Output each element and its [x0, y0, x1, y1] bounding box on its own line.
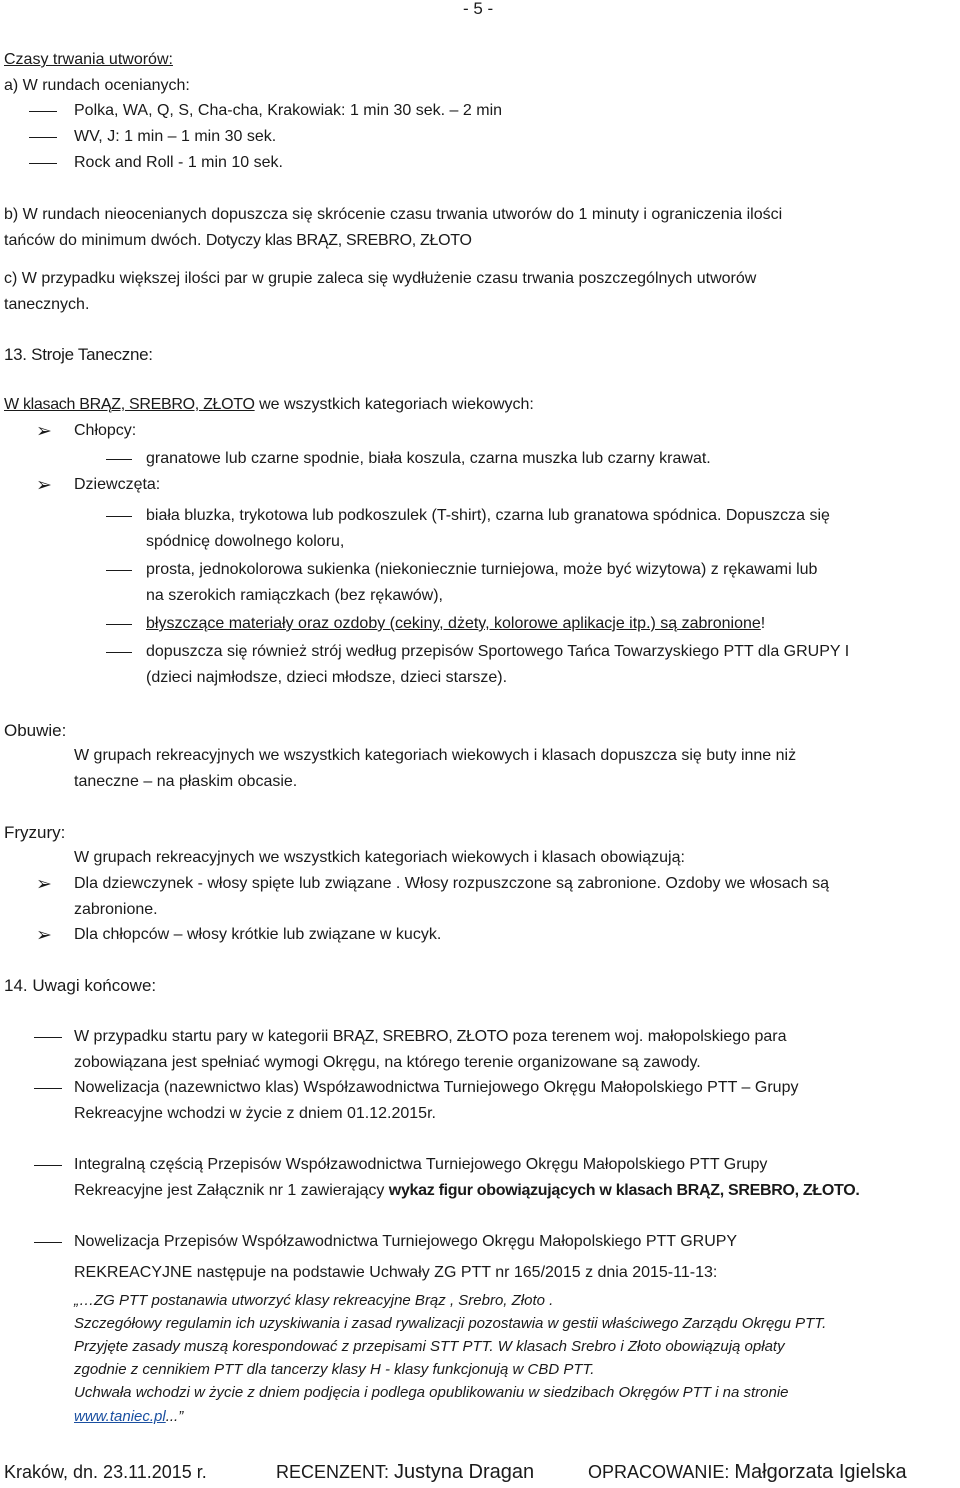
hair-intro: W grupach rekreacyjnych we wszystkich kategoriach wiekowych i klasach obowiązują: — [74, 849, 685, 866]
durations-c-line2: tanecznych. — [4, 296, 90, 313]
page-number: - 5 - — [463, 0, 494, 18]
boys-label: Chłopcy: — [74, 422, 137, 439]
quote-line: Uchwała wchodzi w życie z dniem podjęcia i podlega opublikowaniu w siedzibach Okręgów PTT i na stronie — [74, 1384, 789, 1401]
boys-item: granatowe lub czarne spodnie, biała koszula, czarna muszka lub czarny krawat. — [146, 450, 711, 467]
s14-item3-line2 — [74, 1178, 860, 1203]
s14-item2-line2: Rekreacyjne wchodzi w życie z dniem 01.12.2015r. — [74, 1105, 436, 1122]
footer-place-date: Kraków, dn. 23.11.2015 r. — [4, 1462, 207, 1482]
list-item: Rock and Roll - 1 min 10 sek. — [74, 154, 283, 171]
s14-item4-line2: REKREACYJNE następuje na podstawie Uchwały ZG PTT nr 165/2015 z dnia 2015-11-13: — [74, 1264, 718, 1281]
s14-item1-line2: zobowiązana jest spełniać wymogi Okręgu, na którego terenie organizowane są zawody. — [74, 1054, 701, 1071]
hair-title: Fryzury: — [4, 823, 66, 842]
hair-girls-line1: Dla dziewczynek - włosy spięte lub związane . Włosy rozpuszczone są zabronione. Ozdoby we włosach są — [74, 875, 830, 892]
girls-item-3-mark: ! — [760, 615, 766, 632]
hair-boys: Dla chłopców – włosy krótkie lub związane w kucyk. — [74, 926, 442, 943]
section-13-classes: W klasach BRĄZ, SREBRO, ZŁOTO — [4, 396, 255, 413]
footer-reviewer — [276, 1460, 534, 1485]
hair-girls-line2: zabronione. — [74, 901, 158, 918]
arrow-bullet-icon: ➢ — [36, 474, 52, 496]
s14-item2-line1: Nowelizacja (nazewnictwo klas) Współzawodnictwa Turniejowego Okręgu Małopolskiego PTT – Grupy — [74, 1079, 799, 1096]
dash-bullet — [29, 163, 57, 164]
s14-item1-c: poza terenem woj. małopolskiego para — [508, 1028, 787, 1045]
reviewer-label: RECENZENT: — [276, 1462, 395, 1482]
footer-author — [588, 1460, 907, 1485]
durations-b-text: tańców do minimum dwóch. — [4, 232, 202, 249]
dash-bullet — [34, 1088, 62, 1089]
dash-bullet — [106, 516, 132, 517]
arrow-bullet-icon: ➢ — [36, 873, 52, 895]
taniec-link[interactable]: www.taniec.pl — [74, 1408, 166, 1425]
s14-item3-a: Rekreacyjne jest Załącznik nr 1 zawierający — [74, 1182, 389, 1199]
dash-bullet — [106, 459, 132, 460]
list-item: Polka, WA, Q, S, Cha-cha, Krakowiak: 1 min 30 sek. – 2 min — [74, 102, 503, 119]
dash-bullet — [106, 652, 132, 653]
shoes-line2: taneczne – na płaskim obcasie. — [74, 773, 298, 790]
dash-bullet — [34, 1165, 62, 1166]
dash-bullet — [34, 1037, 62, 1038]
section-13-title: 13. Stroje Taneczne: — [4, 345, 153, 364]
quote-line: Szczegółowy regulamin ich uzyskiwania i zasad rywalizacji pozostawia w gestii właściwego Zarządu Okręgu PTT. — [74, 1315, 827, 1332]
girls-item-3 — [146, 611, 765, 636]
quote-line: Przyjęte zasady muszą korespondować z przepisami STT PTT. W klasach Srebro i Złoto obowiązują opłaty — [74, 1338, 785, 1355]
author-label: OPRACOWANIE: — [588, 1462, 735, 1482]
s14-item3-line1: Integralną częścią Przepisów Współzawodnictwa Turniejowego Okręgu Małopolskiego PTT Grupy — [74, 1156, 768, 1173]
section-14-title: 14. Uwagi końcowe: — [4, 976, 157, 995]
quote-end: ...” — [165, 1408, 184, 1425]
list-item: WV, J: 1 min – 1 min 30 sek. — [74, 128, 277, 145]
durations-a: a) W rundach ocenianych: — [4, 77, 190, 94]
durations-b-note: Dotyczy klas BRĄZ, SREBRO, ZŁOTO — [205, 232, 472, 249]
s14-item1-classes: BRĄZ, SREBRO, ZŁOTO — [332, 1028, 509, 1045]
section-13-intro — [4, 392, 534, 417]
girls-item-4-line2: (dzieci najmłodsze, dzieci młodsze, dzieci starsze). — [146, 669, 508, 686]
dash-bullet — [106, 570, 132, 571]
s14-item4-line1: Nowelizacja Przepisów Współzawodnictwa Turniejowego Okręgu Małopolskiego PTT GRUPY — [74, 1233, 738, 1250]
shoes-line1: W grupach rekreacyjnych we wszystkich kategoriach wiekowych i klasach dopuszcza się buty inne niż — [74, 747, 797, 764]
shoes-title: Obuwie: — [4, 721, 67, 740]
arrow-bullet-icon: ➢ — [36, 420, 52, 442]
girls-item-2-line1: prosta, jednokolorowa sukienka (niekoniecznie turniejowa, może być wizytowa) z rękawami lub — [146, 561, 818, 578]
quote-last-line — [74, 1405, 183, 1428]
girls-label: Dziewczęta: — [74, 476, 161, 493]
girls-item-4-line1: dopuszcza się również strój według przepisów Sportowego Tańca Towarzyskiego PTT dla GRUPY I — [146, 643, 850, 660]
durations-b-line2 — [4, 228, 472, 253]
reviewer-name: Justyna Dragan — [394, 1461, 535, 1483]
durations-b-line1: b) W rundach nieocenianych dopuszcza się skrócenie czasu trwania utworów do 1 minuty i ograniczenia ilości — [4, 206, 783, 223]
dash-bullet — [106, 624, 132, 625]
author-name: Małgorzata Igielska — [734, 1461, 907, 1483]
section-13-intro-rest: we wszystkich kategoriach wiekowych: — [254, 396, 534, 413]
girls-item-1-line2: spódnicę dowolnego koloru, — [146, 533, 345, 550]
girls-item-2-line2: na szerokich ramiączkach (bez rękawów), — [146, 587, 443, 604]
quote-line: „…ZG PTT postanawia utworzyć klasy rekreacyjne Brąz , Srebro, Złoto . — [74, 1292, 554, 1309]
durations-title: Czasy trwania utworów: — [4, 51, 173, 68]
dash-bullet — [34, 1242, 62, 1243]
dash-bullet — [29, 137, 57, 138]
quote-line: zgodnie z cennikiem PTT dla tancerzy klasy H - klasy funkcjonują w CBD PTT. — [74, 1361, 595, 1378]
girls-item-1-line1: biała bluzka, trykotowa lub podkoszulek (T-shirt), czarna lub granatowa spódnica. Dopuszcza się — [146, 507, 830, 524]
girls-item-3-text: błyszczące materiały oraz ozdoby (cekiny, dżety, kolorowe aplikacje itp.) są zabronione — [146, 615, 761, 632]
s14-item1-a: W przypadku startu pary w kategorii — [74, 1028, 333, 1045]
dash-bullet — [29, 111, 57, 112]
s14-item3-bold: wykaz figur obowiązujących w klasach BRĄZ, SREBRO, ZŁOTO. — [388, 1182, 860, 1199]
s14-item1-line1 — [74, 1024, 787, 1049]
durations-c-line1: c) W przypadku większej ilości par w grupie zaleca się wydłużenie czasu trwania poszczególnych utworów — [4, 270, 757, 287]
arrow-bullet-icon: ➢ — [36, 924, 52, 946]
